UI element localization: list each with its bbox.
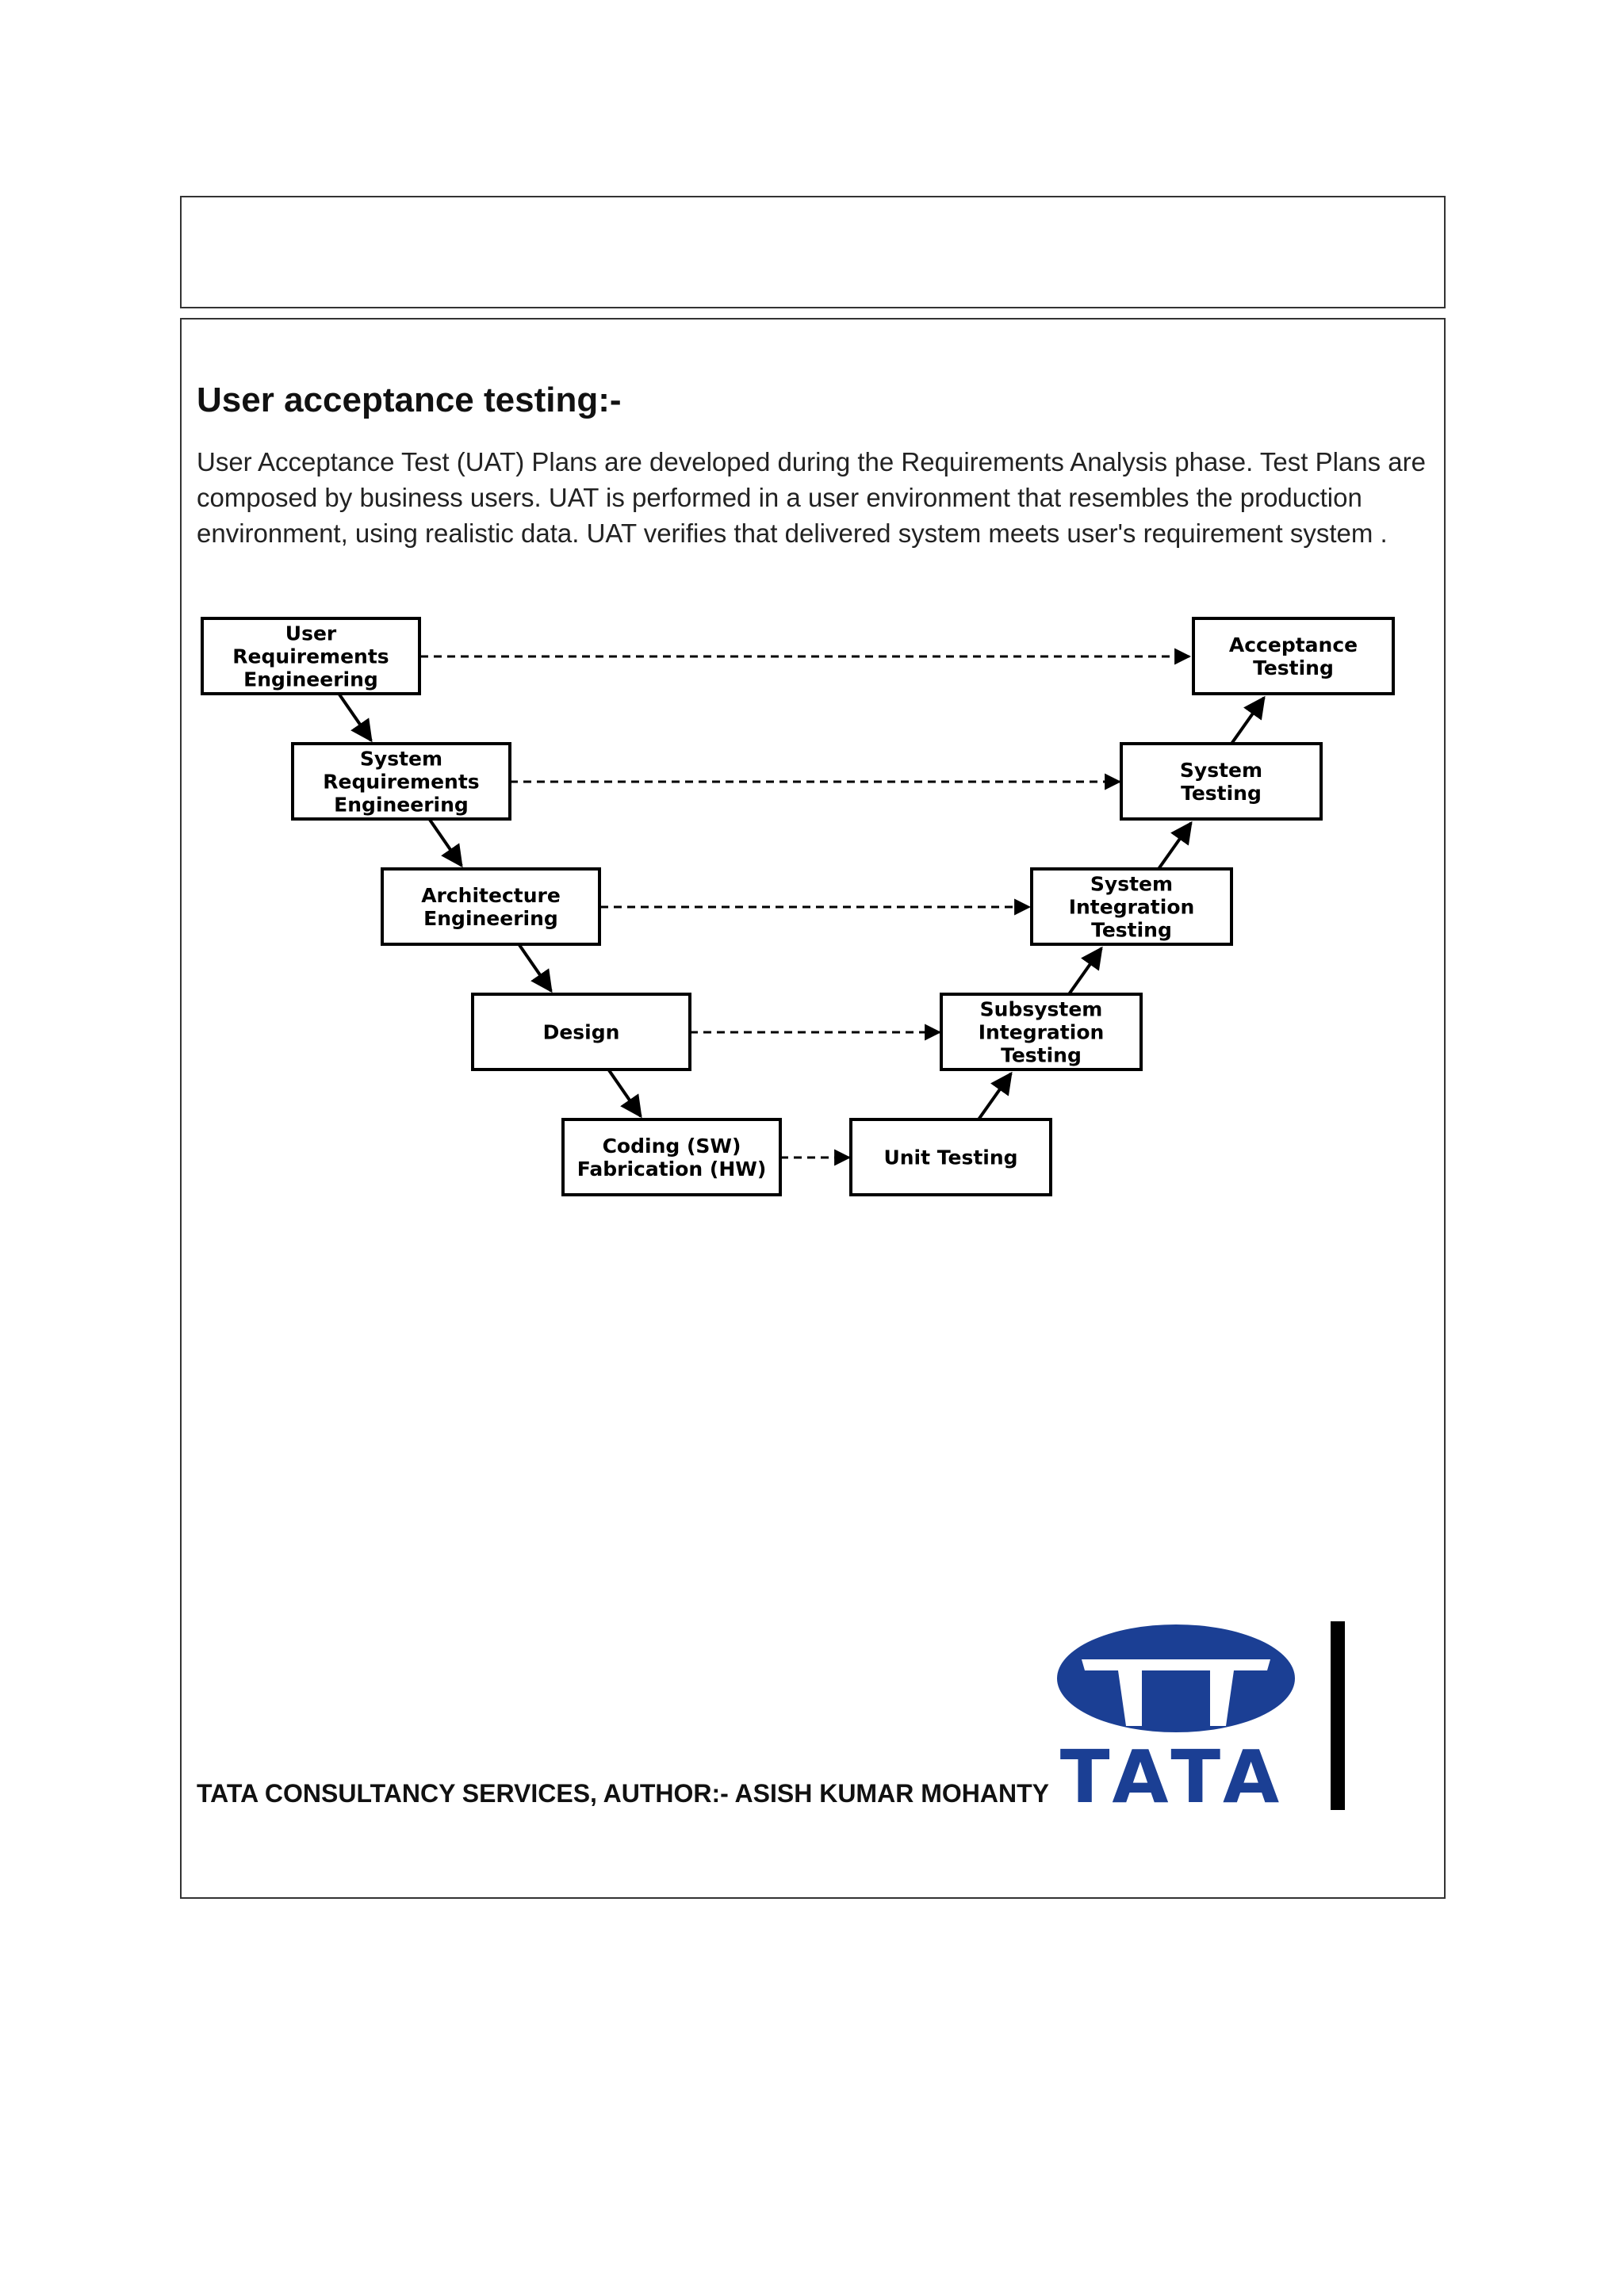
subsystem-integration-node-label: Integration	[978, 1020, 1105, 1044]
arrow-up-1	[979, 1073, 1011, 1119]
tata-logo	[1023, 1621, 1356, 1820]
system-requirements-node	[293, 744, 510, 819]
user-requirements-node-label: User	[285, 622, 337, 645]
user-requirements-node-label: Requirements	[232, 645, 389, 668]
acceptance-testing-node-label: Testing	[1253, 656, 1334, 679]
system-integration-node	[1032, 869, 1231, 944]
arrow-up-3	[1159, 823, 1191, 869]
user-requirements-node	[202, 618, 419, 694]
section-title: User acceptance testing:-	[197, 381, 622, 419]
system-requirements-node-label: Engineering	[334, 793, 469, 817]
system-requirements-node-label: System	[359, 747, 443, 771]
logo-divider-bar	[1331, 1621, 1345, 1810]
system-requirements-node-label: Requirements	[323, 770, 480, 794]
architecture-node	[382, 869, 599, 944]
system-testing-node-label: Testing	[1181, 782, 1262, 805]
system-integration-node-label: Testing	[1091, 918, 1172, 942]
acceptance-testing-node	[1193, 618, 1393, 694]
architecture-node-label: Engineering	[423, 907, 558, 930]
tata-wordmark: TATA	[1059, 1735, 1288, 1820]
system-testing-node-label: System	[1179, 759, 1263, 782]
user-requirements-node-label: Engineering	[243, 668, 378, 691]
coding-node-label: Coding (SW)	[602, 1135, 741, 1158]
tata-emblem	[1057, 1624, 1295, 1732]
unit-testing-node	[851, 1119, 1051, 1195]
arrow-up-2	[1069, 948, 1101, 994]
body-paragraph: User Acceptance Test (UAT) Plans are developed during the Requirements Analysis phase. Test Plans are composed by business users. UAT is performed in a user environment that resembles the production environment, using realistic data. UAT verifies that delivered system meets user's requirement system .	[197, 447, 1427, 548]
subsystem-integration-node-label: Subsystem	[979, 997, 1103, 1021]
subsystem-integration-node	[941, 994, 1141, 1070]
acceptance-testing-node-label: Acceptance	[1228, 633, 1358, 656]
architecture-node-label: Architecture	[421, 884, 561, 907]
system-integration-node-label: Integration	[1068, 895, 1195, 919]
design-node-label: Design	[542, 1020, 620, 1044]
arrow-down-4	[609, 1070, 641, 1116]
arrow-down-2	[430, 820, 462, 866]
system-testing-node	[1121, 744, 1321, 819]
coding-node-label: Fabrication (HW)	[576, 1158, 767, 1181]
footer-author: TATA CONSULTANCY SERVICES, AUTHOR:- ASISH KUMAR MOHANTY	[197, 1779, 1049, 1808]
arrow-up-4	[1231, 698, 1264, 744]
coding-node	[563, 1119, 780, 1195]
design-node	[473, 994, 690, 1070]
arrow-down-1	[339, 695, 371, 740]
system-integration-node-label: System	[1090, 872, 1174, 896]
arrow-down-3	[519, 945, 551, 991]
unit-testing-node-label: Unit Testing	[883, 1146, 1018, 1169]
subsystem-integration-node-label: Testing	[1001, 1043, 1082, 1067]
